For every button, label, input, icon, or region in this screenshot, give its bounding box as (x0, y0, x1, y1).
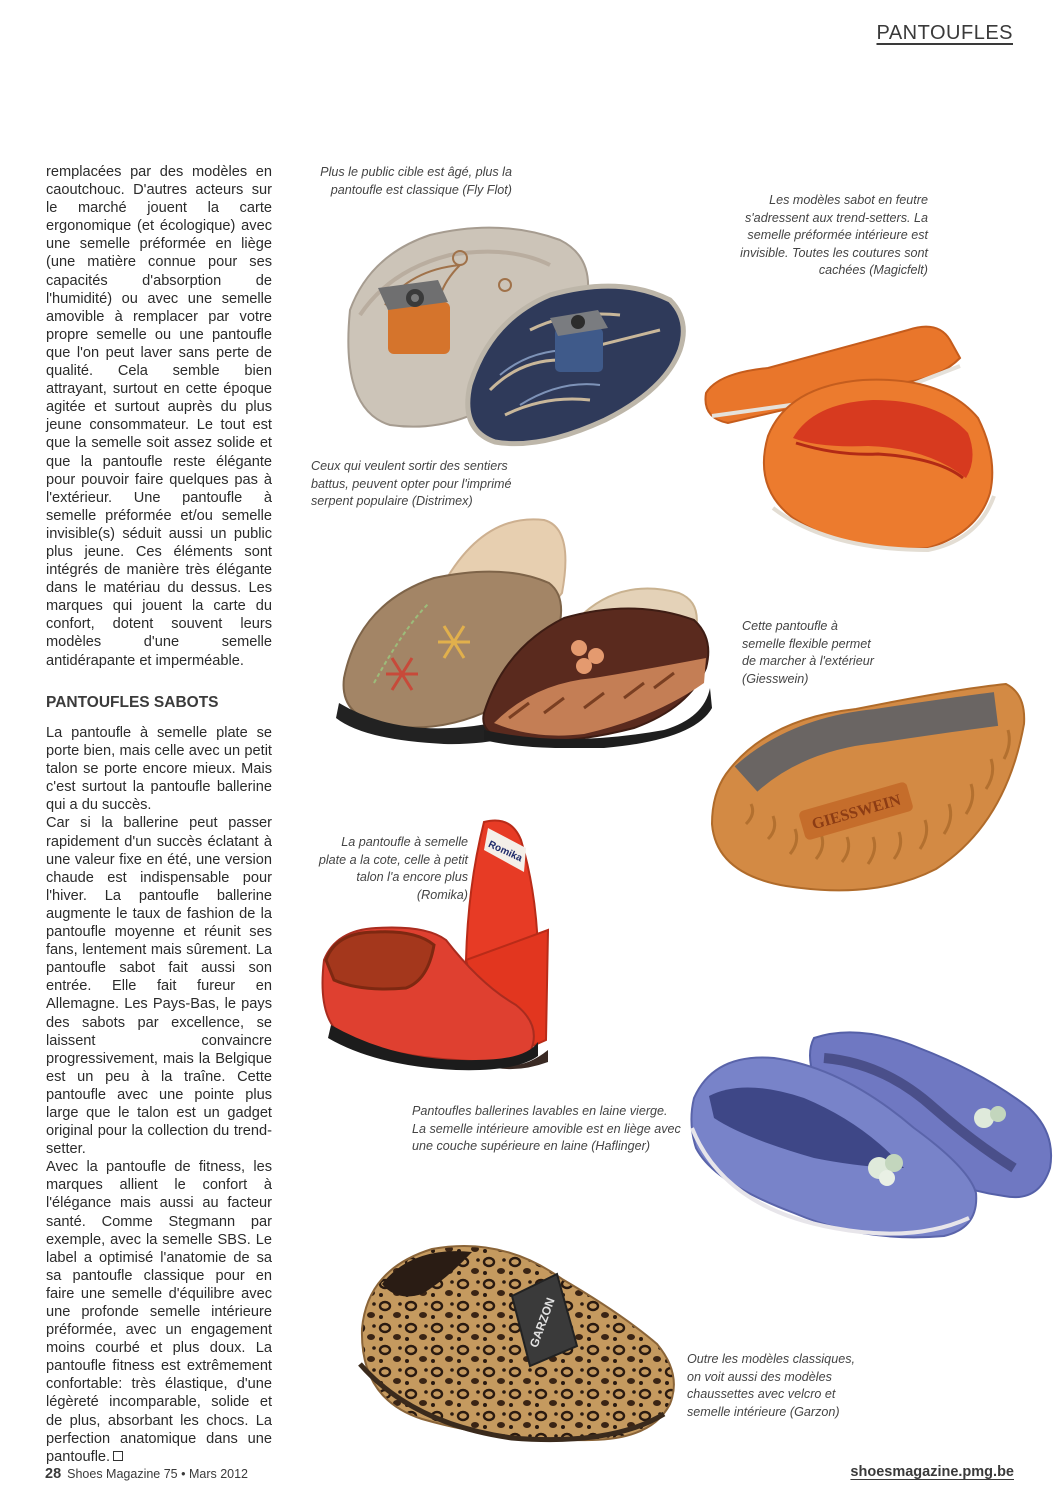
article-paragraph (46, 1158, 272, 1466)
article-heading-wrap (46, 694, 272, 712)
caption-giesswein: Cette pantoufle à semelle flexible permet de marcher à l'extérieur (Giesswein) (742, 619, 874, 686)
article-column-bottom (46, 724, 272, 1466)
article-paragraph: Car si la ballerine peut passer rapidement d'un succès éclatant à une valeur fixe en été, une version chaude est indispensable pour l'hiver. La pantoufle ballerine augmente le taux de fashion de la pantoufle moyenne et réunit ses fans, lentement mais sûrement. La pantoufle sabot fait aussi son entrée. Elle fait fureur en Allemagne. Les Pays-Bas, le pays des sabots par excellence, se laissent convaincre progressivement, mais la Belgique est un peu à la traîne. Cette pantoufle avec une pointe plus large que le talon est un gadget original pour la collection du trend-setter. (46, 815, 272, 1158)
magicfelt-orange-clogs-photo (698, 318, 998, 554)
footer-issue-info (45, 1466, 248, 1482)
website-link[interactable]: shoesmagazine.pmg.be (850, 1464, 1014, 1480)
article-column-top (46, 163, 272, 670)
fly-flot-mules-photo (330, 210, 690, 450)
giesswein-sole-photo (706, 664, 1030, 900)
caption-magicfelt: Les modèles sabot en feutre s'adressent aux trend-setters. La semelle préformée intérieure est invisible. Toutes les coutures sont cachées (Magicfelt) (740, 193, 928, 277)
issue-label: Shoes Magazine 75 • Mars 2012 (67, 1467, 249, 1481)
romika-red-slippers-photo (316, 810, 556, 1072)
page-number: 28 (45, 1466, 62, 1482)
caption-haflinger: Pantoufles ballerines lavables en laine vierge. La semelle intérieure amovible est en liège avec une couche supérieure en laine (Haflinger) (412, 1104, 681, 1153)
distrimex-mules-photo (334, 508, 714, 748)
article-paragraph: La pantoufle à semelle plate se porte bien, mais celle avec un petit talon se porte encore mieux. Mais c'est surtout la pantoufle ballerine qui a du succès. (46, 725, 272, 814)
caption-garzon: Outre les modèles classiques, on voit aussi des modèles chaussettes avec velcro et semelle intérieure (Garzon) (687, 1352, 855, 1419)
garzon-strap-logo: GARZON (526, 1295, 558, 1350)
giesswein-sole-logo: GIESSWEIN (810, 791, 903, 834)
haflinger-ballerinas-photo (684, 1018, 1058, 1244)
caption-fly-flot: Plus le public cible est âgé, plus la pantoufle est classique (Fly Flot) (320, 165, 512, 197)
article-subheading: PANTOUFLES SABOTS (46, 694, 219, 711)
caption-romika: La pantoufle à semelle plate a la cote, celle à petit talon l'a encore plus (Romika) (318, 835, 468, 902)
end-of-article-mark (113, 1451, 123, 1461)
section-title: PANTOUFLES (876, 22, 1013, 44)
article-paragraph-text: Avec la pantoufle de fitness, les marques allient le confort à l'élégance mais aussi au facteur santé. Comme Stegmann par exemple, avec la semelle SBS. Le label a optimisé l'anatomie de sa sa pantoufle classique pour en faire une semelle d'équilibre avec une profonde semelle intérieure préformée, avec un engagement moins courbé et plus doux. La pantoufle fitness est extrêmement confortable: très élastique, d'une légèreté incomparable, solide et de plus, absorbant les chocs. La perfection anatomique dans une pantoufle. (46, 1159, 272, 1465)
garzon-leopard-slipper-photo (352, 1234, 682, 1444)
caption-distrimex: Ceux qui veulent sortir des sentiers battus, peuvent opter pour l'imprimé serpent populaire (Distrimex) (311, 459, 512, 508)
romika-insole-logo: Romika (486, 839, 524, 865)
article-paragraph: remplacées par des modèles en caoutchouc. D'autres acteurs sur le marché jouent la carte ergonomique (et écologique) avec une semelle préformée en liège (une matière connue pour ses capacités d'absorption de l'humidité) ou avec une semelle amovible à remplacer par votre propre semelle ou une pantoufle que l'on peut laver sans perte de qualité. Cela semble bien attrayant, surtout en cette époque agitée et surtout auprès du plus jeune consommateur. Le tout est que la semelle soit assez solide et que la pantoufle reste élégante pour pouvoir faire quelques pas à l'extérieur. Une pantoufle à semelle préformée et/ou semelle invisible(s) séduit aussi un public plus jeune. Ces éléments sont intégrés de manière très élégante dans le matériau du dessus. Les marques qui jouent la carte du confort, dotent souvent leurs modèles d'une semelle antidérapante et imperméable. (46, 164, 272, 669)
